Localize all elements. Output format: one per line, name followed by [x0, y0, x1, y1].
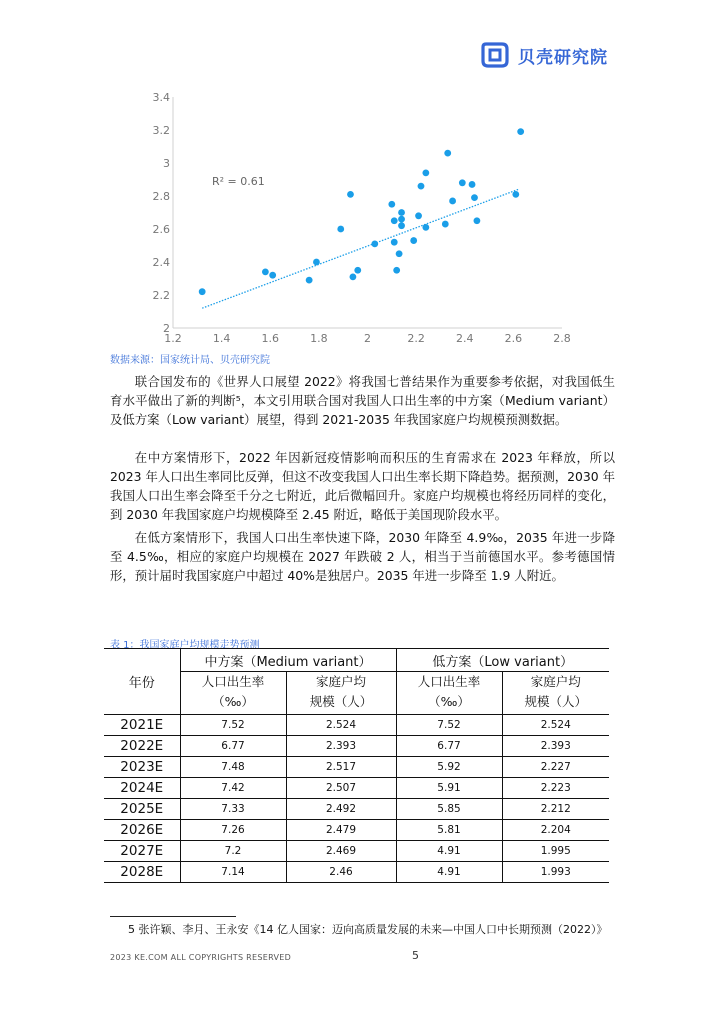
table-row	[104, 778, 609, 799]
low-household-header	[502, 672, 609, 715]
low-household-unit: 规模（人）	[524, 694, 587, 709]
data-point	[469, 181, 476, 188]
data-point	[471, 194, 478, 201]
year-cell: 2024E	[120, 780, 164, 796]
trendline	[202, 189, 518, 308]
x-tick-label: 1.2	[164, 332, 182, 345]
data-point	[418, 183, 425, 190]
medium-household-label: 家庭户均	[315, 674, 366, 689]
year-cell: 2028E	[120, 864, 164, 880]
medium-birth-rate-label: 人口出生率	[201, 674, 265, 689]
table-row	[104, 736, 609, 757]
data-point	[517, 128, 524, 135]
page-number: 5	[412, 949, 419, 962]
medium-rate-cell: 7.14	[180, 862, 286, 883]
table-row	[104, 799, 609, 820]
data-point	[398, 209, 405, 216]
data-point	[262, 269, 269, 276]
y-tick-label: 2.8	[152, 190, 170, 203]
paragraph-3: 在低方案情形下，我国人口出生率快速下降，2030 年降至 4.9‰，2035 年进一步降至 4.5‰，相应的家庭户均规模在 2027 年跌破 2 人，相当于当前德国水平。参考德国情形，预计届时我国家庭户中超过 40%是独居户。2035 年进一步降至 1.9 人附近。	[110, 530, 615, 583]
medium-household-header	[286, 672, 396, 715]
data-point	[391, 217, 398, 224]
medium-rate-cell: 7.42	[180, 778, 286, 799]
data-point	[393, 267, 400, 274]
data-point	[398, 222, 405, 229]
data-point	[442, 221, 449, 228]
x-tick-label: 1.8	[310, 332, 328, 345]
medium-size-cell: 2.507	[286, 778, 396, 799]
year-header: 年份	[104, 649, 180, 715]
medium-household-unit: 规模（人）	[309, 694, 373, 709]
year-cell: 2022E	[120, 738, 164, 754]
medium-rate-cell: 7.2	[180, 841, 286, 862]
low-birth-rate-unit: （‰）	[428, 694, 470, 709]
medium-size-cell: 2.479	[286, 820, 396, 841]
data-point	[410, 237, 417, 244]
low-size-cell: 2.227	[502, 757, 609, 778]
data-point	[347, 191, 354, 198]
brand-logo-icon	[480, 40, 510, 70]
y-tick-label: 3	[163, 157, 170, 170]
data-point	[354, 267, 361, 274]
low-rate-cell: 5.92	[396, 757, 502, 778]
projection-table	[104, 648, 609, 883]
scatter-chart	[140, 90, 580, 350]
table-row	[104, 757, 609, 778]
y-tick-label: 2	[163, 322, 170, 335]
table-caption: 表 1：我国家庭户均规模走势预测	[110, 640, 260, 651]
low-header: 低方案（Low variant）	[396, 649, 609, 672]
x-tick-label: 2.6	[504, 332, 523, 345]
medium-rate-cell: 7.33	[180, 799, 286, 820]
x-tick-label: 1.6	[261, 332, 279, 345]
low-rate-cell: 6.77	[396, 736, 502, 757]
year-cell: 2023E	[120, 759, 164, 775]
brand-logo	[480, 40, 608, 70]
data-point	[422, 224, 429, 231]
data-point	[350, 273, 357, 280]
data-point	[474, 217, 481, 224]
y-tick-label: 2.6	[152, 223, 170, 236]
data-point	[422, 170, 429, 177]
medium-header: 中方案（Medium variant）	[180, 649, 396, 672]
low-size-cell: 2.212	[502, 799, 609, 820]
data-point	[306, 277, 313, 284]
paragraph-2: 在中方案情形下，2022 年因新冠疫情影响而积压的生育需求在 2023 年释放，所以 2023 年人口出生率同比反弹，但这不改变我国人口出生率长期下降趋势。据预测，2030 年我国人口出生率会降至千分之七附近，此后微幅回升。家庭户均规模也将经历同样的变化，到 2030 年我国家庭户均规模降至 2.45 附近，略低于美国现阶段水平。	[110, 450, 615, 522]
chart-source: 数据来源：国家统计局、贝壳研究院	[110, 355, 270, 366]
medium-size-cell: 2.46	[286, 862, 396, 883]
medium-rate-cell: 6.77	[180, 736, 286, 757]
data-point	[371, 240, 378, 247]
low-rate-cell: 4.91	[396, 841, 502, 862]
table-row	[104, 862, 609, 883]
x-tick-label: 2.4	[456, 332, 474, 345]
medium-rate-cell: 7.48	[180, 757, 286, 778]
data-point	[269, 272, 276, 279]
paragraph-1: 联合国发布的《世界人口展望 2022》将我国七普结果作为重要参考依据，对我国低生育水平做出了新的判断⁵，本文引用联合国对我国人口出生率的中方案（Medium variant）及低方案（Low variant）展望，得到 2021-2035 年我国家庭户均规模预测数据。	[110, 374, 615, 427]
low-birth-rate-header	[396, 672, 502, 715]
low-household-label: 家庭户均	[530, 674, 581, 689]
year-cell: 2027E	[120, 843, 164, 859]
medium-size-cell: 2.517	[286, 757, 396, 778]
low-size-cell: 1.993	[502, 862, 609, 883]
data-point	[415, 212, 422, 219]
y-tick-label: 2.2	[152, 289, 170, 302]
medium-rate-cell: 7.52	[180, 715, 286, 736]
data-point	[396, 250, 403, 257]
footnote-divider	[110, 916, 236, 917]
medium-size-cell: 2.492	[286, 799, 396, 820]
low-size-cell: 2.393	[502, 736, 609, 757]
footnote: 5 张许颖、李月、王永安《14 亿人国家：迈向高质量发展的未来—中国人口中长期预测（2022）》	[128, 923, 608, 936]
data-point	[313, 259, 320, 266]
table-body	[104, 715, 609, 883]
data-point	[459, 179, 466, 186]
low-birth-rate-label: 人口出生率	[417, 674, 481, 689]
medium-size-cell: 2.469	[286, 841, 396, 862]
year-cell: 2026E	[120, 822, 164, 838]
year-cell: 2025E	[120, 801, 164, 817]
data-point	[391, 239, 398, 246]
data-point	[444, 150, 451, 157]
low-rate-cell: 5.81	[396, 820, 502, 841]
data-point	[199, 288, 206, 295]
medium-rate-cell: 7.26	[180, 820, 286, 841]
low-size-cell: 1.995	[502, 841, 609, 862]
low-size-cell: 2.524	[502, 715, 609, 736]
year-cell: 2021E	[120, 717, 164, 733]
medium-birth-rate-header	[180, 672, 286, 715]
x-tick-label: 2.8	[553, 332, 571, 345]
medium-birth-rate-unit: （‰）	[212, 694, 254, 709]
low-rate-cell: 5.85	[396, 799, 502, 820]
low-size-cell: 2.223	[502, 778, 609, 799]
medium-size-cell: 2.524	[286, 715, 396, 736]
x-tick-label: 2.2	[407, 332, 425, 345]
r-squared-label: R² = 0.61	[212, 175, 265, 188]
x-tick-label: 1.4	[212, 332, 231, 345]
table-row	[104, 715, 609, 736]
medium-size-cell: 2.393	[286, 736, 396, 757]
data-point	[449, 198, 456, 205]
low-rate-cell: 7.52	[396, 715, 502, 736]
footer-copyright: 2023 KE.COM ALL COPYRIGHTS RESERVED	[110, 953, 292, 962]
table-row	[104, 820, 609, 841]
table-row	[104, 841, 609, 862]
data-point	[512, 191, 519, 198]
y-tick-label: 2.4	[152, 256, 170, 269]
x-tick-label: 2	[364, 332, 371, 345]
data-point	[388, 201, 395, 208]
low-size-cell: 2.204	[502, 820, 609, 841]
brand-name: 贝壳研究院	[518, 47, 608, 68]
low-rate-cell: 4.91	[396, 862, 502, 883]
data-point	[398, 216, 405, 223]
y-tick-label: 3.2	[152, 124, 170, 137]
y-tick-label: 3.4	[152, 91, 170, 104]
low-rate-cell: 5.91	[396, 778, 502, 799]
data-point	[337, 226, 344, 233]
